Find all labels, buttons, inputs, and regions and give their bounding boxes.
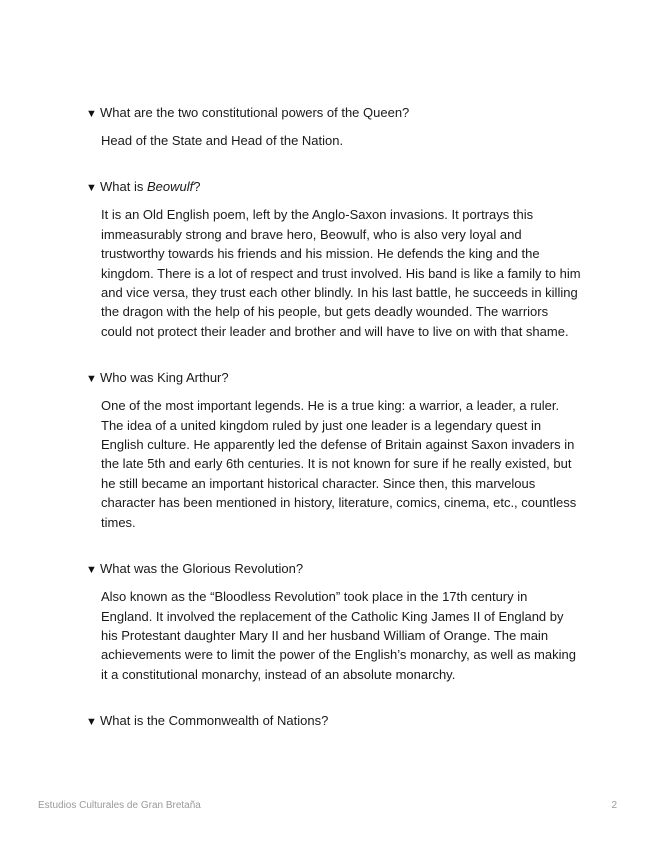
question-toggle[interactable] [86,560,586,579]
question-text: What was the Glorious Revolution? [100,561,304,577]
question-toggle[interactable] [86,712,586,731]
question-suffix: ? [193,179,201,195]
question-text [100,178,200,196]
question-text: What is the Commonwealth of Nations? [100,713,329,729]
question-text: Who was King Arthur? [100,370,229,386]
answer-text: One of the most important legends. He is a true king: a warrior, a leader, a ruler. The idea of a united kingdom ruled by just one leader is a legendary quest in English culture. He apparently led the defense of Britain against Saxon invaders in the late 5th and early 6th centuries. It is not known for sure if he really existed, but he still became an important historical character. Since then, this marvelous character has been mentioned in history, literature, comics, cinema, etc., countless times. [101,398,577,530]
qa-item [86,369,586,532]
answer-text: Head of the State and Head of the Nation. [101,133,344,148]
disclosure-triangle-icon[interactable]: ▼ [86,716,97,729]
answer-text: It is an Old English poem, left by the Anglo-Saxon invasions. It portrays this immeasurably strong and brave hero, Beowulf, who is also very loyal and trustworthy towards his friends and his mission. He defends the king and the kingdom. There is a lot of respect and trust involved. His band is like a family to him and vice versa, they trust each other blindly. In his last battle, he succeeds in killing the dragon with the help of his people, but gets deadly wounded. The warriors could not protect their leader and brother and will have to live on with that shame. [101,207,581,339]
question-toggle[interactable] [86,178,586,197]
footer-title: Estudios Culturales de Gran Bretaña [38,800,201,811]
question-toggle[interactable] [86,104,586,123]
question-toggle[interactable] [86,369,586,388]
page-number: 2 [611,800,617,811]
qa-item [86,104,586,150]
qa-list [86,104,586,759]
answer-text: Also known as the “Bloodless Revolution” took place in the 17th century in England. It involved the replacement of the Catholic King James II of England by his Protestant daughter Mary II and her husband William of Orange. The main achievements were to limit the power of the English’s monarchy, as well as making it a constitutional monarchy, instead of an absolute monarchy. [101,589,576,682]
disclosure-triangle-icon[interactable]: ▼ [86,182,97,195]
question-prefix: What is [100,179,147,195]
question-emphasis: Beowulf [146,179,194,195]
qa-item [86,560,586,684]
disclosure-triangle-icon[interactable]: ▼ [86,373,97,386]
disclosure-triangle-icon[interactable]: ▼ [86,564,97,577]
disclosure-triangle-icon[interactable]: ▼ [86,108,97,120]
qa-item [86,712,586,731]
qa-item [86,178,586,341]
question-text: What are the two constitutional powers of the Queen? [100,105,410,120]
